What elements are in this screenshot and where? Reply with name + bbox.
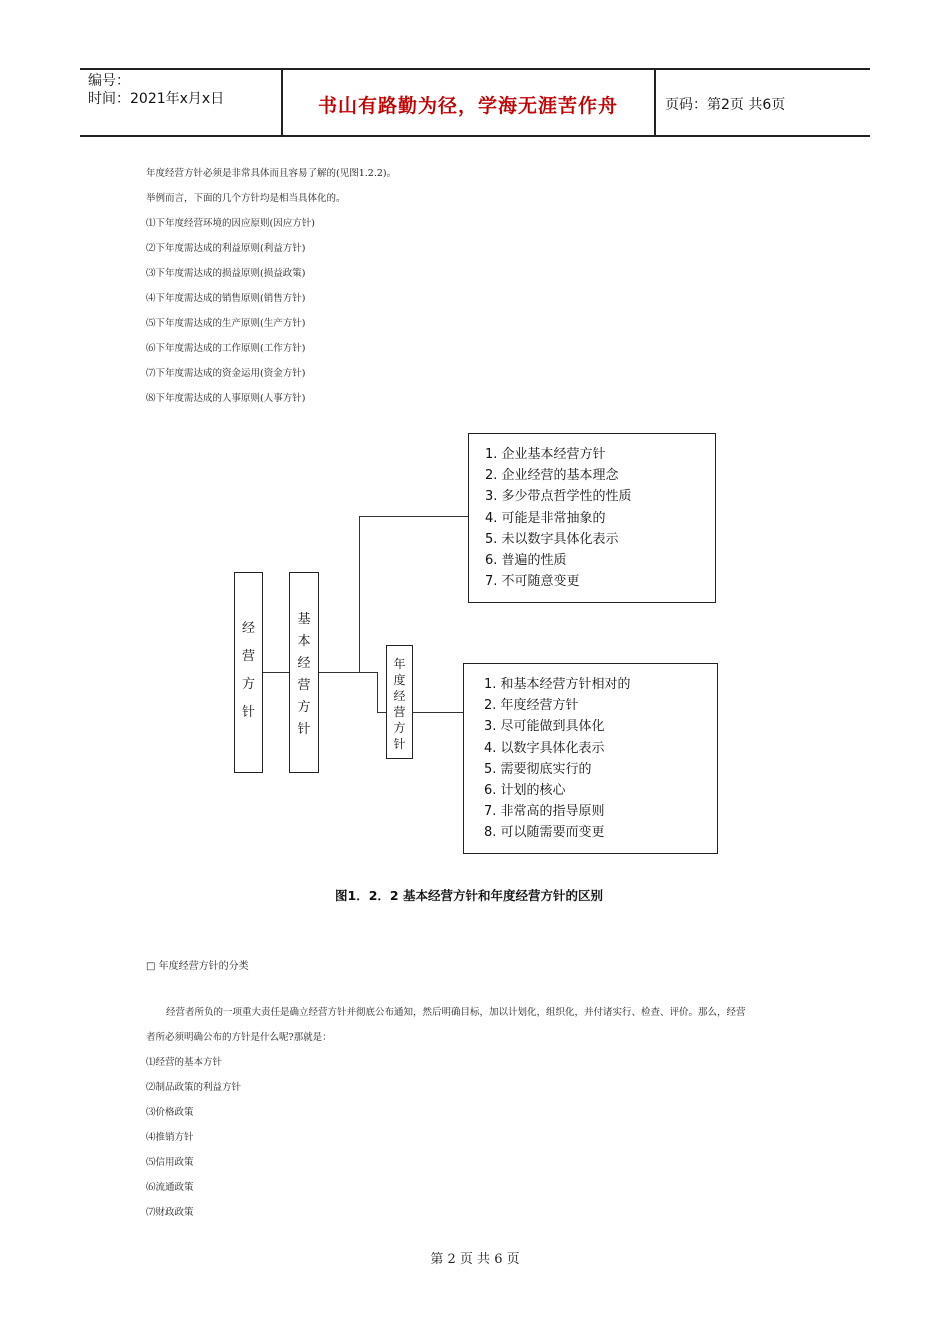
section-item: ⑸信用政策 xyxy=(146,1157,194,1168)
connector-line xyxy=(377,672,378,713)
connector-line xyxy=(319,672,359,673)
header-bottom-rule xyxy=(80,135,870,137)
footer-page-number: 第 2 页 共 6 页 xyxy=(430,1252,520,1267)
list-item: 2. 企业经营的基本理念 xyxy=(485,468,619,484)
header-top-rule xyxy=(80,68,870,70)
intro-item: ⑹下年度需达成的工作原则(工作方针) xyxy=(146,343,306,354)
connector-line xyxy=(263,672,289,673)
box-niandu-jingying-fangzhen: 年 度 经 营 方 针 xyxy=(386,645,413,759)
list-item: 7. 非常高的指导原则 xyxy=(484,804,605,820)
connector-line xyxy=(359,516,468,517)
section-item: ⑵制品政策的利益方针 xyxy=(146,1082,242,1093)
intro-item: ⑻下年度需达成的人事原则(人事方针) xyxy=(146,393,306,404)
list-item: 1. 企业基本经营方针 xyxy=(485,447,606,462)
header-meta xyxy=(88,72,224,108)
list-item: 3. 多少带点哲学性的性质 xyxy=(485,489,632,505)
intro-line-2: 举例而言，下面的几个方针均是相当具体化的。 xyxy=(146,193,346,204)
section-item: ⑹流通政策 xyxy=(146,1182,194,1193)
connector-line xyxy=(377,712,386,713)
box-annual-policy-traits xyxy=(463,663,718,854)
list-item: 7. 不可随意变更 xyxy=(485,574,580,590)
section-item: ⑶价格政策 xyxy=(146,1107,194,1118)
intro-item: ⑷下年度需达成的销售原则(销售方针) xyxy=(146,293,306,304)
list-item: 4. 可能是非常抽象的 xyxy=(485,510,606,526)
intro-line-1: 年度经营方针必须是非常具体而且容易了解的(见图1.2.2)。 xyxy=(146,168,397,179)
section-item: ⑴经营的基本方针 xyxy=(146,1057,223,1068)
box-basic-policy-traits xyxy=(468,433,716,603)
header-time: 时间：2021年x月x日 xyxy=(88,91,225,107)
header-code: 编号： xyxy=(88,73,130,89)
list-item: 5. 未以数字具体化表示 xyxy=(485,531,619,547)
list-item: 6. 普遍的性质 xyxy=(485,553,567,569)
section-item: ⑷推销方针 xyxy=(146,1132,194,1143)
intro-item: ⑴下年度经营环境的因应原则(因应方针) xyxy=(146,218,315,229)
list-item: 3. 尽可能做到具体化 xyxy=(484,719,605,735)
figure-caption: 图1．2．2 基本经营方针和年度经营方针的区别 xyxy=(335,888,603,903)
header-divider-right xyxy=(654,68,656,136)
list-item: 1. 和基本经营方针相对的 xyxy=(484,677,631,692)
list-item: 8. 可以随需要而变更 xyxy=(484,825,605,841)
intro-item: ⑶下年度需达成的损益原则(损益政策) xyxy=(146,268,306,279)
intro-item: ⑸下年度需达成的生产原则(生产方针) xyxy=(146,318,306,329)
intro-item: ⑵下年度需达成的利益原则(利益方针) xyxy=(146,243,306,254)
section-item: ⑺财政政策 xyxy=(146,1207,194,1218)
header-motto: 书山有路勤为径，学海无涯苦作舟 xyxy=(317,95,618,117)
section-paragraph-line-2: 者所必须明确公布的方针是什么呢?那就是： xyxy=(146,1032,332,1043)
section-heading: □ 年度经营方针的分类 xyxy=(146,961,249,972)
intro-item: ⑺下年度需达成的资金运用(资金方针) xyxy=(146,368,306,379)
list-item: 6. 计划的核心 xyxy=(484,783,566,799)
connector-line xyxy=(413,712,463,713)
list-item: 4. 以数字具体化表示 xyxy=(484,740,605,756)
connector-line xyxy=(359,672,377,673)
box-jiben-jingying-fangzhen: 基 本 经 营 方 针 xyxy=(289,572,319,773)
list-item: 2. 年度经营方针 xyxy=(484,698,579,714)
box-jingying-fangzhen: 经 营 方 针 xyxy=(234,572,263,773)
connector-line xyxy=(359,516,360,673)
header-page-number: 页码：第2页 共6页 xyxy=(665,97,786,113)
section-paragraph-line-1: 经营者所负的一项重大责任是确立经营方针并彻底公布通知，然后明确目标，加以计划化，组织化，并付诸实行、检查、评价。那么，经营 xyxy=(166,1007,746,1018)
list-item: 5. 需要彻底实行的 xyxy=(484,761,592,777)
